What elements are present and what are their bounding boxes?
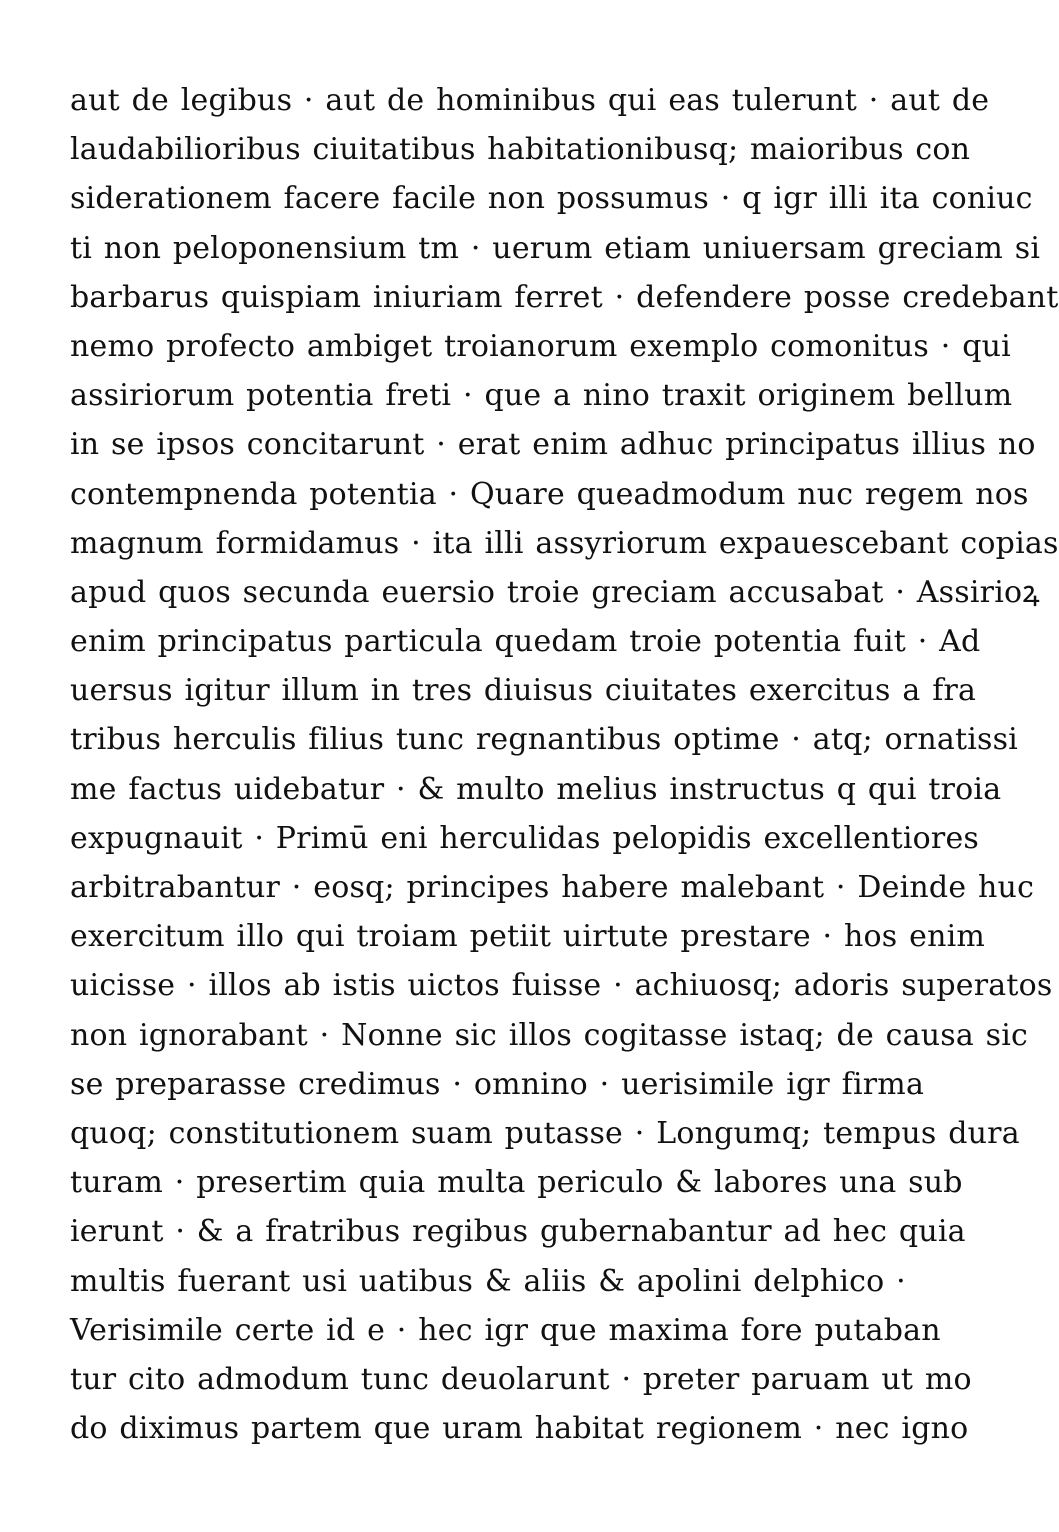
text-line: siderationem facere facile non possumus · q igr illi ita coniuc [70,181,1033,217]
text-line: tur cito admodum tunc deuolarunt · preter paruam ut mo [70,1361,972,1397]
text-line: non ignorabant · Nonne sic illos cogitasse istaq; de causa sic [70,1017,1029,1053]
text-line: quoq; constitutionem suam putasse · Longumq; tempus dura [70,1115,1020,1151]
text-line: magnum formidamus · ita illi assyriorum expauescebant copias [70,525,1059,561]
text-line: Verisimile certe id e · hec igr que maxima fore putaban [70,1312,941,1348]
text-line: aut de legibus · aut de hominibus qui eas tulerunt · aut de [70,83,990,118]
text-line: enim principatus particula quedam troie potentia fuit · Ad [70,624,981,660]
text-line: exercitum illo qui troiam petiit uirtute prestare · hos enim [70,919,986,955]
text-line: expugnauit · Primū eni herculidas pelopidis excellentiores [70,820,980,856]
text-line: turam · presertim quia multa periculo & labores una sub [70,1165,963,1201]
text-line: uicisse · illos ab istis uictos fuisse · achiuosq; adoris superatos [70,968,1053,1004]
manuscript-text [70,76,1059,1453]
text-line: nemo profecto ambiget troianorum exemplo comonitus · qui [70,328,1011,364]
text-line: uersus igitur illum in tres diuisus ciuitates exercitus a fra [70,673,977,709]
text-line: laudabilioribus ciuitatibus habitationibusq; maioribus con [70,132,971,168]
text-line: tribus herculis filius tunc regnantibus optime · atq; ornatissi [70,722,1018,758]
text-line: in se ipsos concitarunt · erat enim adhuc principatus illius no [70,427,1036,463]
text-line: ierunt · & a fratribus regibus gubernabantur ad hec quia [70,1214,966,1250]
text-line: assiriorum potentia freti · que a nino traxit originem bellum [70,378,1013,414]
text-line: barbarus quispiam iniuriam ferret · defendere posse credebant [70,279,1059,315]
text-line: contempnenda potentia · Quare queadmodum nuc regem nos [70,476,1029,512]
text-line: do diximus partem que uram habitat regionem · nec igno [70,1411,969,1447]
text-line: apud quos secunda euersio troie greciam accusabat · Assirioꝝ [70,574,1040,610]
text-line: arbitrabantur · eosq; principes habere malebant · Deinde huc [70,870,1035,905]
text-line: ti non peloponensium tm · uerum etiam uniuersam greciam si [70,230,1041,266]
text-line: multis fuerant usi uatibus & aliis & apolini delphico · [70,1263,906,1299]
text-line: me factus uidebatur · & multo melius instructus q qui troia [70,771,1002,807]
text-line: se preparasse credimus · omnino · uerisimile igr firma [70,1066,925,1102]
